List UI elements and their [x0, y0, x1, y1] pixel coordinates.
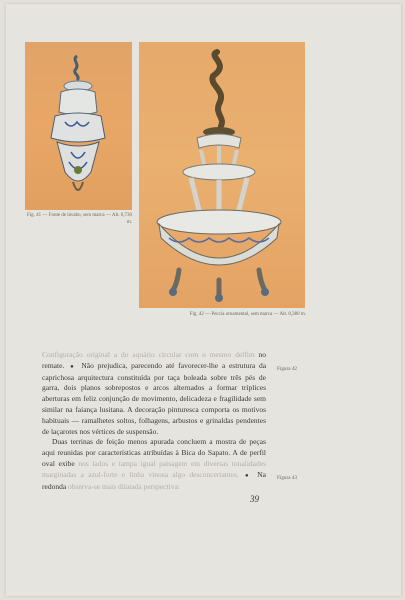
faded-text: Configuração original a do aquário circular com o mesmo delfim: [42, 350, 255, 359]
faded-text: observa-se mais dilatada perspectiva:: [68, 481, 180, 491]
figure-42-caption: Fig. 42 — Peccia ornamental, sem marca — Alt. 0,380 m.: [189, 312, 306, 317]
faded-text: nos lados e tampa igual paisagem em diversas tonalidades marginadas a azul-forte e linha vinosa algo desconcertantes.: [42, 458, 267, 479]
body-text: [42, 350, 266, 492]
text-run: Na redonda: [42, 469, 267, 491]
ornamental-fountain-illustration: [139, 42, 305, 308]
margin-note-figure-43: Figura 43: [277, 475, 298, 481]
margin-note-figure-42: Figura 42: [277, 366, 298, 372]
text-run: Não prejudica, parecendo até favorecer-lhe a estrutura da caprichosa arquitectura constituída por taça boleada sobre três pés de garra, dois planos sobrepostos e arcos alternados a formar tríplices aberturas em feliz conjunção de movimento, delicadeza e fragilidade sem similar na faiança lusitana. A decoração pinturesca comporta os motivos habituais — ramalhetes soltos, folhagens, arbustos e grinaldas pendentes de laçarotes nos vértices de suspensão.: [42, 360, 267, 436]
page-number: 39: [250, 494, 259, 504]
figure-41-caption: Fig. 41 — Fonte de lavabo, sem marca — Alt. 0,730 m.: [27, 213, 132, 225]
bullet-icon: ●: [70, 363, 76, 370]
wall-fountain-illustration: [25, 42, 132, 210]
figure-42-photo: [139, 42, 305, 308]
text-run: Duas terrinas de feição menos apurada concluem a mostra de peças aqui reunidas por características atribuídas à Bica do Sapato. A de perfil oval exibe: [42, 437, 266, 468]
paragraph-2: [42, 437, 266, 492]
bullet-icon: ●: [245, 472, 252, 479]
paragraph-1: [42, 350, 266, 437]
figure-41-photo: [25, 42, 132, 210]
text-run: no remate.: [42, 350, 266, 370]
